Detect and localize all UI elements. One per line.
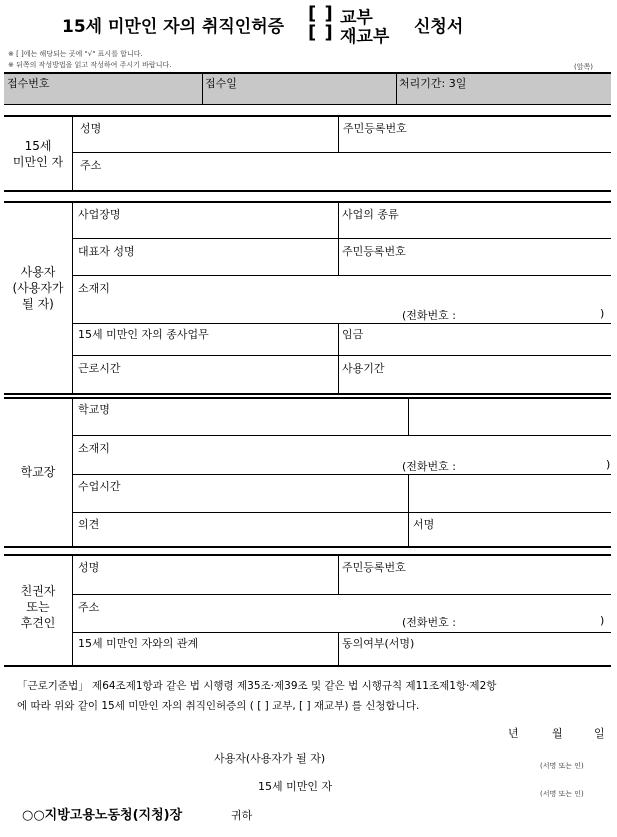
representative-name-field[interactable]: 대표자 성명 [78, 245, 135, 258]
guardian-name-field[interactable]: 성명 [78, 561, 100, 574]
business-name-field[interactable]: 사업장명 [78, 208, 121, 221]
minor-rrn-field[interactable]: 주민등록번호 [343, 122, 407, 135]
divider [73, 238, 611, 239]
divider [73, 152, 611, 153]
date-year[interactable]: 년 [508, 727, 519, 740]
divider [73, 355, 611, 356]
minor-name-field[interactable]: 성명 [80, 122, 102, 135]
addressee-office: ○○지방고용노동청(지청)장 [22, 808, 183, 823]
employer-section-label: 사용자 (사용자가 될 자) [12, 265, 64, 311]
issue-option-label: 교부 [340, 8, 373, 28]
statement-line-2: 에 따라 위와 같이 15세 미만인 자의 취직인허증의 ( [ ] 교부, [ ] 재교부) 를 신청합니다. [17, 700, 420, 712]
divider [408, 474, 409, 546]
note-instructions: ※ 뒤쪽의 작성방법을 읽고 작성하여 주시기 바랍니다. [8, 61, 172, 69]
divider [4, 397, 611, 399]
statement-line-1: 「근로기준법」 제64조제1항과 같은 법 시행령 제35조·제39조 및 같은 법 시행규칙 제11조제1항·제2항 [17, 680, 497, 692]
divider [4, 115, 611, 117]
phone-close-paren: ) [606, 458, 611, 471]
phone-close-paren: ) [600, 614, 605, 627]
school-phone-field[interactable]: (전화번호 : [402, 460, 456, 473]
note-checkbox: ※ [ ]에는 해당되는 곳에 "√" 표시를 합니다. [8, 50, 143, 58]
divider [408, 397, 409, 435]
divider [73, 512, 611, 513]
form-title: 15세 미만인 자의 취직인허증 [62, 17, 285, 37]
divider [4, 72, 611, 74]
school-location-field[interactable]: 소재지 [78, 442, 110, 455]
reissue-checkbox[interactable]: [ ] [308, 22, 334, 43]
divider [73, 323, 611, 324]
minor-address-field[interactable]: 주소 [80, 159, 102, 172]
school-name-field[interactable]: 학교명 [78, 403, 110, 416]
divider [73, 632, 611, 633]
divider [73, 275, 611, 276]
minor-signature-field[interactable]: (서명 또는 인) [540, 790, 584, 798]
guardian-section-label: 친권자 또는 후견인 [20, 584, 56, 630]
class-hours-field[interactable]: 수업시간 [78, 480, 121, 493]
guardian-address-field[interactable]: 주소 [78, 601, 100, 614]
guardian-rrn-field[interactable]: 주민등록번호 [342, 561, 406, 574]
divider [4, 201, 611, 203]
date-day[interactable]: 일 [594, 727, 605, 740]
divider [72, 554, 73, 665]
addressee-suffix: 귀하 [231, 809, 253, 822]
divider [338, 115, 339, 152]
employer-location-field[interactable]: 소재지 [78, 282, 110, 295]
issue-checkbox[interactable]: [ ] [308, 3, 334, 24]
school-signature-field[interactable]: 서명 [413, 518, 435, 531]
divider [4, 665, 611, 667]
divider [396, 73, 397, 104]
divider [202, 73, 203, 104]
form-title-suffix: 신청서 [414, 17, 464, 37]
divider [72, 115, 73, 190]
employer-signature-field[interactable]: (서명 또는 인) [540, 762, 584, 770]
front-side-label: (앞쪽) [574, 63, 593, 71]
employer-signer-label: 사용자(사용자가 될 자) [214, 752, 326, 765]
processing-period: 처리기간: 3일 [399, 77, 467, 90]
divider [338, 201, 339, 275]
divider [73, 435, 611, 436]
employer-phone-field[interactable]: (전화번호 : [402, 309, 456, 322]
divider [72, 397, 73, 546]
divider [72, 201, 73, 393]
school-opinion-field[interactable]: 의견 [78, 518, 100, 531]
date-month[interactable]: 월 [552, 727, 563, 740]
reissue-option-label: 재교부 [340, 27, 390, 47]
employment-period-field[interactable]: 사용기간 [342, 362, 385, 375]
divider [73, 594, 611, 595]
divider [4, 393, 611, 395]
receipt-number-field[interactable]: 접수번호 [7, 77, 50, 90]
guardian-phone-field[interactable]: (전화번호 : [402, 616, 456, 629]
school-section-label: 학교장 [20, 465, 56, 479]
divider [338, 632, 339, 665]
divider [338, 554, 339, 594]
wage-field[interactable]: 임금 [342, 328, 364, 341]
minor-signer-label: 15세 미만인 자 [258, 780, 333, 793]
divider [338, 323, 339, 393]
minor-section-label: 15세 미만인 자 [12, 139, 64, 169]
divider [4, 190, 611, 192]
working-hours-field[interactable]: 근로시간 [78, 362, 121, 375]
divider [73, 474, 611, 475]
divider [4, 104, 611, 105]
business-type-field[interactable]: 사업의 종류 [342, 208, 399, 221]
employer-rrn-field[interactable]: 주민등록번호 [342, 245, 406, 258]
divider [4, 546, 611, 548]
receipt-date-field[interactable]: 접수일 [205, 77, 237, 90]
phone-close-paren: ) [600, 307, 605, 320]
minor-duty-field[interactable]: 15세 미만인 자의 종사업무 [78, 328, 209, 341]
relation-field[interactable]: 15세 미만인 자와의 관계 [78, 637, 199, 650]
divider [4, 554, 611, 556]
consent-signature-field[interactable]: 동의여부(서명) [342, 637, 415, 650]
receipt-band [4, 73, 611, 104]
